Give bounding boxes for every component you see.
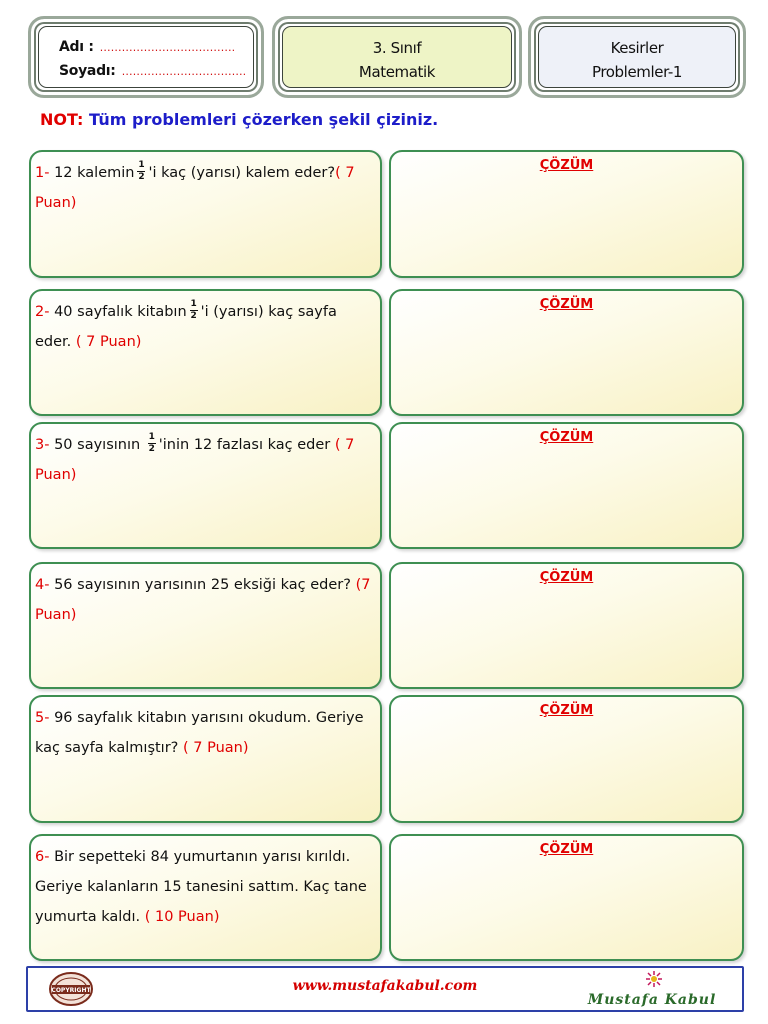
solution-label: ÇÖZÜM [539, 570, 594, 585]
question-box-5 [29, 695, 382, 823]
solution-box-6[interactable] [389, 834, 744, 961]
badge-text: COPYRIGHT [51, 987, 91, 994]
question-number: 4- [35, 577, 50, 593]
instruction-note [40, 110, 438, 129]
question-number: 2- [35, 304, 50, 320]
question-box-6 [29, 834, 382, 961]
brand-name: Mustafa Kabul [587, 992, 717, 1008]
solution-label: ÇÖZÜM [539, 430, 594, 445]
class-info-box [272, 16, 522, 98]
flower-icon [644, 970, 664, 988]
subject-label: Matematik [358, 63, 436, 81]
surname-field[interactable] [59, 63, 246, 79]
solution-label: ÇÖZÜM [539, 158, 594, 173]
solution-box-2[interactable] [389, 289, 744, 416]
solution-box-5[interactable] [389, 695, 744, 823]
question-number: 3- [35, 437, 50, 453]
note-label: NOT: [40, 110, 84, 129]
topic-label: Kesirler [610, 39, 664, 57]
topic-info-box [528, 16, 746, 98]
student-info-box [28, 16, 264, 98]
question-box-2 [29, 289, 382, 416]
question-points: ( 7 Puan) [35, 437, 355, 483]
fraction-one-half: $\frac{1}{2}$ [138, 159, 145, 182]
question-points: ( 7 Puan) [35, 165, 355, 211]
question-text: 6- Bir sepetteki 84 yumurtanın yarısı kırıldı. Geriye kalanların 15 tanesini sattım. Kaç tane yumurta kaldı. ( 10 Puan) [35, 849, 367, 925]
fraction-one-half: $\frac{1}{2}$ [148, 431, 155, 454]
worksheet-label: Problemler-1 [591, 63, 683, 81]
solution-box-1[interactable] [389, 150, 744, 278]
question-points: ( 7 Puan) [182, 740, 249, 756]
note-text: Tüm problemleri çözerken şekil çiziniz. [89, 110, 439, 129]
solution-box-3[interactable] [389, 422, 744, 549]
question-box-1 [29, 150, 382, 278]
solution-label: ÇÖZÜM [539, 297, 594, 312]
grade-label: 3. Sınıf [372, 39, 422, 57]
question-text: 2- 40 sayfalık kitabın $\frac{1}{2}$ 'i (yarısı) kaç sayfa eder. ( 7 Puan) [35, 298, 337, 350]
question-points: ( 10 Puan) [144, 909, 220, 925]
question-number: 1- [35, 165, 50, 181]
question-box-3 [29, 422, 382, 549]
brand-logo [572, 970, 732, 1010]
question-text: 3- 50 sayısının $\frac{1}{2}$ 'inin 12 fazlası kaç eder ( 7 Puan) [35, 431, 355, 483]
name-field[interactable] [59, 39, 235, 55]
question-text: 5- 96 sayfalık kitabın yarısını okudum. Geriye kaç sayfa kalmıştır? ( 7 Puan) [35, 710, 364, 756]
website-link[interactable]: www.mustafakabul.com [292, 978, 478, 994]
question-number: 5- [35, 710, 50, 726]
name-label: Adı : [59, 39, 94, 55]
question-number: 6- [35, 849, 50, 865]
footer-bar [26, 966, 744, 1012]
question-text: 4- 56 sayısının yarısının 25 eksiği kaç eder? (7 Puan) [35, 577, 371, 623]
solution-box-4[interactable] [389, 562, 744, 689]
question-points: (7 Puan) [35, 577, 371, 623]
question-box-4 [29, 562, 382, 689]
surname-label: Soyadı: [59, 63, 116, 79]
name-dots: ………………………………. [99, 41, 236, 54]
surname-dots: ……………………………. [121, 65, 247, 78]
solution-label: ÇÖZÜM [539, 703, 594, 718]
fraction-one-half: $\frac{1}{2}$ [190, 298, 197, 321]
solution-label: ÇÖZÜM [539, 842, 594, 857]
question-text: 1- 12 kalemin $\frac{1}{2}$ 'i kaç (yarısı) kalem eder?( 7 Puan) [35, 159, 355, 211]
question-points: ( 7 Puan) [75, 334, 142, 350]
